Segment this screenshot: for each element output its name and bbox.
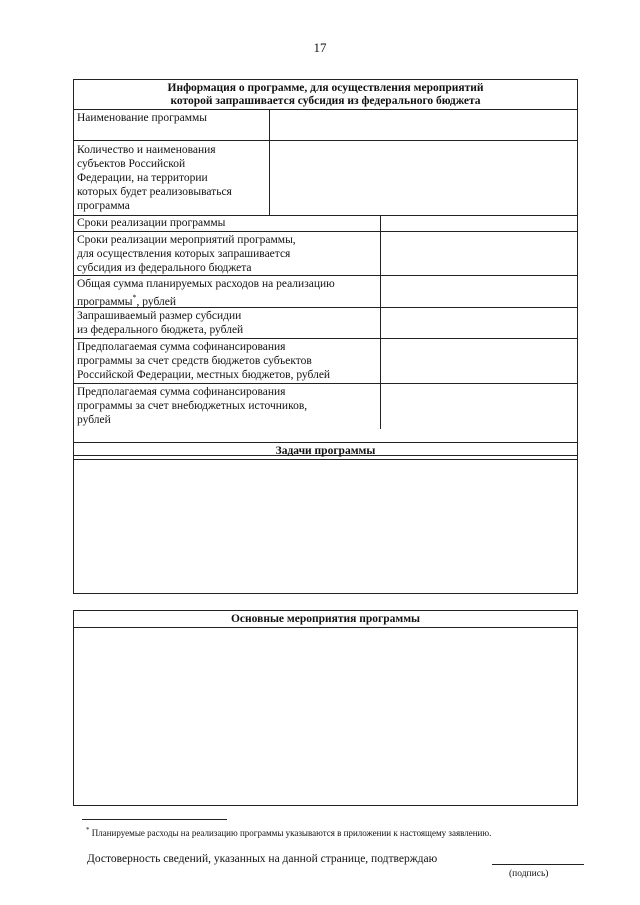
extrabudgetary-cofinancing-value[interactable] [382, 384, 577, 429]
program-name-value[interactable] [271, 110, 577, 140]
row-label: Количество и наименования субъектов Российской Федерации, на территории которых будет реализовываться программа [77, 144, 232, 212]
row-activities-period [74, 232, 577, 276]
page-number: 17 [313, 40, 327, 55]
activities-text-area[interactable] [74, 628, 577, 805]
footnote-divider [82, 819, 227, 820]
row-label: Сроки реализации программы [77, 217, 226, 229]
row-requested-subsidy [74, 308, 577, 339]
row-label: Наименование программы [77, 112, 208, 124]
activities-section-title: Основные мероприятия программы [74, 611, 577, 628]
row-label: Сроки реализации мероприятий программы, для осуществления которых запрашивается субсидия из федерального бюджета [77, 234, 296, 274]
program-info-table-header [74, 80, 577, 110]
total-expenses-value[interactable] [382, 276, 577, 307]
activities-period-value[interactable] [382, 232, 577, 275]
signature-line[interactable] [492, 864, 584, 865]
row-label: Предполагаемая сумма софинансирования программы за счет средств бюджетов субъектов Российской Федерации, местных бюджетов, рублей [77, 341, 331, 381]
tasks-text-area[interactable] [74, 460, 577, 593]
program-info-table [73, 79, 578, 456]
tasks-section [73, 442, 578, 594]
row-program-period [74, 216, 577, 232]
header-line-2: которой запрашивается субсидия из федерального бюджета [170, 95, 481, 107]
row-regional-cofinancing [74, 339, 577, 384]
header-line-1: Информация о программе, для осуществления мероприятий [167, 82, 484, 94]
row-regions [74, 141, 577, 216]
program-period-value[interactable] [382, 216, 577, 231]
regions-value[interactable] [271, 141, 577, 215]
row-program-name [74, 110, 577, 141]
footnote: * Планируемые расходы на реализацию программы указываются в приложении к настоящему заявлению. [86, 826, 492, 838]
row-label: Запрашиваемый размер субсидии из федерального бюджета, рублей [77, 310, 244, 336]
confirmation-text: Достоверность сведений, указанных на данной странице, подтверждаю [87, 853, 438, 865]
activities-section [73, 610, 578, 806]
requested-subsidy-value[interactable] [382, 308, 577, 338]
signature-caption: (подпись) [509, 869, 549, 879]
row-total-expenses [74, 276, 577, 308]
row-extrabudgetary-cofinancing [74, 384, 577, 429]
row-label: Общая сумма планируемых расходов на реализацию программы*, рублей [77, 278, 335, 308]
row-label: Предполагаемая сумма софинансирования программы за счет внебюджетных источников, рублей [77, 386, 308, 426]
tasks-section-title: Задачи программы [74, 443, 577, 460]
regional-cofinancing-value[interactable] [382, 339, 577, 383]
